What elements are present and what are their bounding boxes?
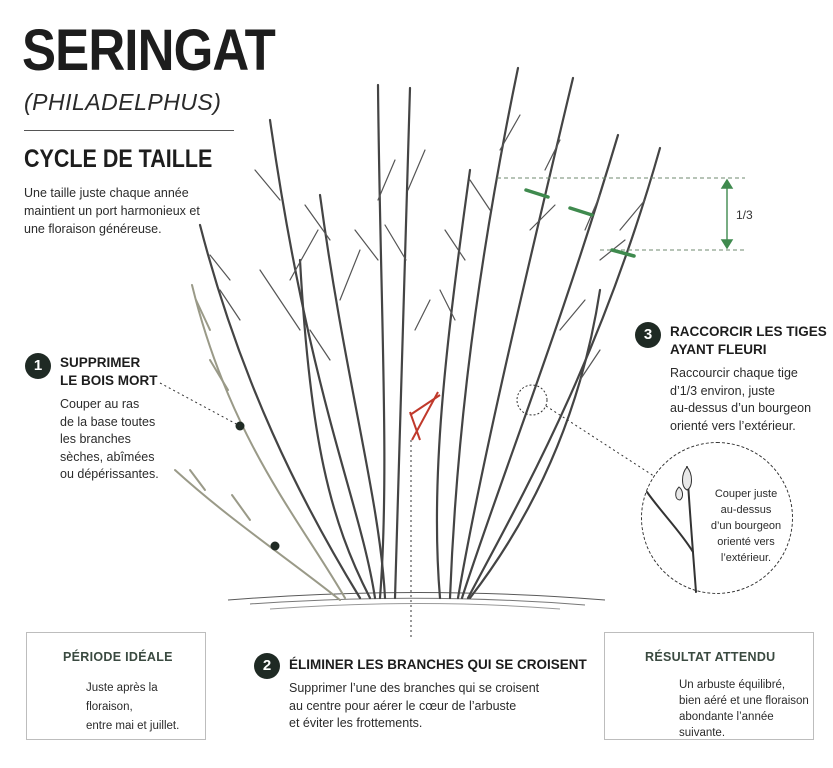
page-title: SERINGAT	[22, 18, 275, 83]
step2-text	[289, 680, 539, 733]
step2-text-line: Supprimer l’une des branches qui se croisent	[289, 681, 540, 695]
dead-branch-marker	[271, 542, 280, 551]
step2-text-line: et éviter les frottements.	[289, 716, 423, 730]
step1-title-line1: SUPPRIMER	[60, 355, 141, 370]
crossing-cut-mark	[410, 392, 440, 440]
shrub-stems	[200, 68, 660, 598]
callout-text-line: d’un bourgeon	[710, 520, 782, 532]
period-box-title: PÉRIODE IDÉALE	[63, 650, 173, 664]
result-box-text	[679, 677, 813, 741]
step2-title: ÉLIMINER LES BRANCHES QUI SE CROISENT	[289, 657, 587, 672]
callout-text-line: au-dessus	[720, 504, 772, 516]
callout-text-line: orienté vers	[717, 536, 775, 548]
step3-title-line2: AYANT FLEURI	[670, 342, 767, 357]
callout-text-line: Couper juste	[714, 488, 778, 500]
result-box-title: RÉSULTAT ATTENDU	[645, 650, 776, 664]
period-text-line: Juste après la floraison,	[86, 682, 158, 713]
step1-title	[60, 354, 158, 390]
step1-number: 1	[25, 353, 51, 379]
period-text-line: entre mai et juillet.	[86, 720, 180, 732]
step1-text-line: Couper au ras	[60, 397, 140, 411]
one-third-bracket	[722, 180, 732, 248]
result-box	[604, 632, 814, 740]
step1-text-line: ou dépérissantes.	[60, 467, 159, 481]
result-text-line: Un arbuste équilibré,	[679, 679, 786, 691]
step3-text-line: au-dessus d’un bourgeon	[670, 401, 812, 415]
page-subtitle: (PHILADELPHUS)	[24, 89, 222, 115]
step1-text-line: sèches, abîmées	[60, 449, 155, 464]
ground	[228, 593, 605, 610]
header-divider	[24, 130, 234, 131]
step3-title-line1: RACCORCIR LES TIGES	[670, 324, 827, 339]
callout-text-line: l’extérieur.	[720, 552, 772, 564]
step3-text-line: d’1/3 environ, juste	[670, 383, 775, 398]
step3-text-line: orienté vers l’extérieur.	[670, 418, 796, 433]
step1-text-line: les branches	[60, 432, 131, 446]
zoom-callout-text	[706, 486, 786, 566]
step3-text	[670, 365, 811, 435]
period-box	[26, 632, 206, 740]
step3-title	[670, 323, 827, 359]
step2-text-line: au centre pour aérer le cœur de l’arbuste	[289, 698, 517, 713]
result-text-line: bien aéré et une floraison	[679, 695, 809, 707]
section-title: CYCLE DE TAILLE	[24, 145, 213, 173]
step1-title-line2: LE BOIS MORT	[60, 373, 158, 388]
step1-text-line: de la base toutes	[60, 414, 156, 429]
step1-text	[60, 396, 159, 484]
step3-number: 3	[635, 322, 661, 348]
step2-number: 2	[254, 653, 280, 679]
intro-text: Une taille juste chaque année maintient un port harmonieux et une floraison généreuse.	[24, 186, 200, 236]
one-third-label: 1/3	[736, 208, 753, 222]
period-box-text	[86, 679, 205, 736]
step3-text-line: Raccourcir chaque tige	[670, 366, 798, 380]
result-text-line: abondante l’année suivante.	[679, 711, 774, 739]
